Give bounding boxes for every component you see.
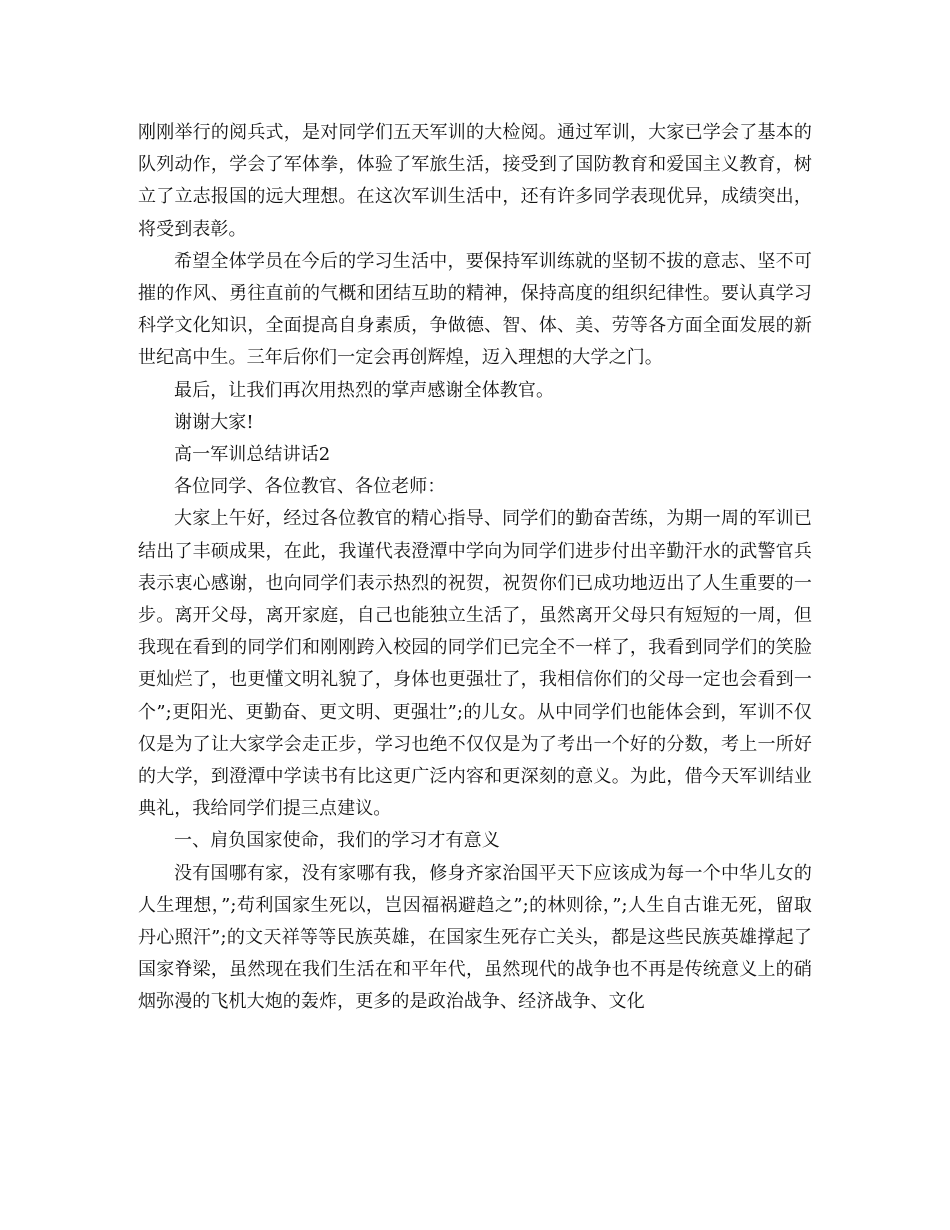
paragraph-hope: 希望全体学员在今后的学习生活中，要保持军训练就的坚韧不拔的意志、坚不可摧的作风、勇往直前的气概和团结互助的精神，保持高度的组织纪律性。要认真学习科学文化知识，全面提高自身素质，争做德、智、体、美、劳等各方面全面发展的新世纪高中生。三年后你们一定会再创辉煌，迈入理想的大学之门。 [138,250,812,369]
salutation: 各位同学、各位教官、各位老师： [174,476,446,498]
section-heading: 高一军训总结讲话2 [174,444,331,466]
paragraph-intro-continuation: 刚刚举行的阅兵式，是对同学们五天军训的大检阅。通过军训，大家已学会了基本的队列动作，学会了军体拳，体验了军旅生活，接受到了国防教育和爱国主义教育，树立了立志报国的远大理想。在这次军训生活中，还有许多同学表现优异，成绩突出，将受到表彰。 [138,122,812,240]
paragraph-thank-you: 谢谢大家! [174,411,254,433]
paragraph-thanks-instructors: 最后，让我们再次用热烈的掌声感谢全体教官。 [174,379,555,401]
document-body [138,117,812,1019]
paragraph-greeting: 大家上午好，经过各位教官的精心指导、同学们的勤奋苦练，为期一周的军训已结出了丰硕成果，在此，我谨代表澄潭中学向为同学们进步付出辛勤汗水的武警官兵表示衷心感谢，也向同学们表示热烈的祝贺，祝贺你们已成功地迈出了人生重要的一步。离开父母，离开家庭，自己也能独立生活了，虽然离开父母只有短短的一周，但我现在看到的同学们和刚刚跨入校园的同学们已完全不一样了，我看到同学们的笑脸更灿烂了，也更懂文明礼貌了，身体也更强壮了，我相信你们的父母一定也会看到一个”;更阳光、更勤奋、更文明、更强壮”;的儿女。从中同学们也能体会到，军训不仅仅是为了让大家学会走正步，学习也绝不仅仅是为了考出一个好的分数，考上一所好的大学，到澄潭中学读书有比这更广泛内容和更深刻的意义。为此，借今天军训结业典礼，我给同学们提三点建议。 [138,508,812,820]
subheading-point-one: 一、肩负国家使命，我们的学习才有意义 [174,830,500,852]
paragraph-country-mission: 没有国哪有家，没有家哪有我，修身齐家治国平天下应该成为每一个中华儿女的人生理想，”;苟利国家生死以，岂因福祸避趋之”;的林则徐，”;人生自古谁无死，留取丹心照汗”;的文天祥等等民族英雄，在国家生死存亡关头，都是这些民族英雄撑起了国家脊梁，虽然现在我们生活在和平年代，虽然现代的战争也不再是传统意义上的硝烟弥漫的飞机大炮的轰炸，更多的是政治战争、经济战争、文化 [138,862,812,1013]
